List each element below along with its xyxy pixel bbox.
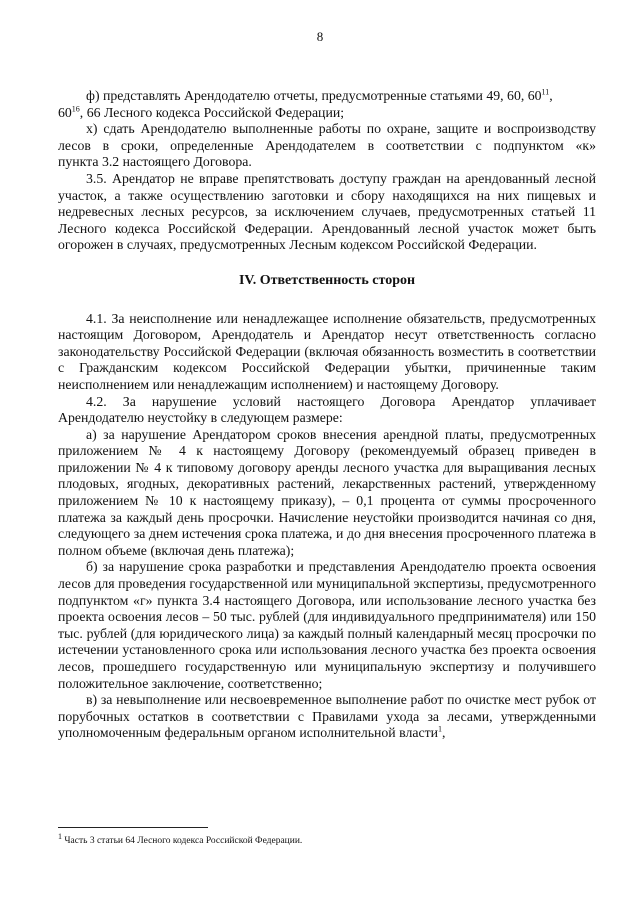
document-body [58,88,596,742]
footnote [58,831,303,846]
footnote-divider [58,827,208,828]
paragraph-f [58,88,596,121]
paragraph-kh-end: пункта 3.2 настоящего Договора. [58,154,252,170]
paragraph-f-text: ф) представлять Арендодателю отчеты, предусмотренные статьями 49, 60, 60 [86,88,542,103]
footnote-text: Часть 3 статьи 64 Лесного кодекса Российской Федерации. [62,836,303,846]
paragraph-v [58,692,596,742]
page-number: 8 [316,29,324,44]
paragraph-a: а) за нарушение Арендатором сроков внесения арендной платы, предусмотренных приложением № 4 к настоящему Договору (рекомендуемый образец приведен в приложении № 4 к типовому договору аренды лесного участка для выращивания лесных плодовых, ягодных, декоративных растений, лекарственных растений, утвержденному приложением № 10 к настоящему приказу), – 0,1 процента от суммы просроченного платежа за каждый день просрочки. Начисление неустойки производится начиная со дня, следующего за днем истечения срока платежа, и до дня внесения просроченного платежа в полном объеме (включая день платежа); [58,426,596,558]
paragraph-f-article: 60 [58,104,72,120]
paragraph-3-5: 3.5. Арендатор не вправе препятствовать доступу граждан на арендованный лесной участок, а также осуществлению заготовки и сбору находящихся на них пищевых и недревесных лесных ресурсов, за исключением случаев, предусмотренных статьей 11 Лесного кодекса Российской Федерации. Арендованный лесной участок может быть огорожен в случаях, предусмотренных Лесным кодексом Российской Федерации. [58,170,596,253]
paragraph-4-2: 4.2. За нарушение условий настоящего Договора Арендатор уплачивает Арендодателю неустойку в следующем размере: [58,393,596,426]
paragraph-v-comma: , [442,725,446,741]
paragraph-b: б) за нарушение срока разработки и представления Арендодателю проекта освоения лесов для проведения государственной или муниципальной экспертизы, предусмотренного подпунктом «г» пункта 3.4 настоящего Договора, или использование лесного участка без проекта освоения лесов – 50 тыс. рублей (для индивидуального предпринимателя) или 150 тыс. рублей (для юридического лица) за каждый полный календарный месяц просрочки по истечении установленного срока или использования лесного участка без проекта освоения лесов, прошедшего государственную или муниципальную экспертизу и получившего положительное заключение, соответственно; [58,559,596,691]
paragraph-kh: х) сдать Арендодателю выполненные работы по охране, защите и воспроизводству лесов в сроки, определенные Арендодателем в соответствии с подпунктом «к» [58,121,596,153]
footnote-mark: 1 [58,831,62,841]
paragraph-f-tail: , 66 Лесного кодекса Российской Федерации; [79,104,345,120]
superscript-16: 16 [71,104,80,113]
paragraph-v-text: в) за невыполнение или несвоевременное выполнение работ по очистке мест рубок от порубочных остатков в соответствии с Правилами ухода за лесами, утвержденными уполномоченным федеральным органом исполнительной власти [58,692,596,741]
paragraph-f-comma: , [549,88,553,103]
paragraph-4-1: 4.1. За неисполнение или ненадлежащее исполнение обязательств, предусмотренных настоящим Договором, Арендодатель и Арендатор несут ответственность согласно законодательству Российской Федерации (включая обязанность возместить в соответствии с Гражданским кодексом Российской Федерации убытки, причиненные таким неисполнением или ненадлежащим исполнением) и настоящему Договору. [58,310,596,392]
footnote-ref-1: 1 [438,724,442,734]
section-title: IV. Ответственность сторон [238,272,416,288]
superscript-11: 11 [541,87,550,97]
